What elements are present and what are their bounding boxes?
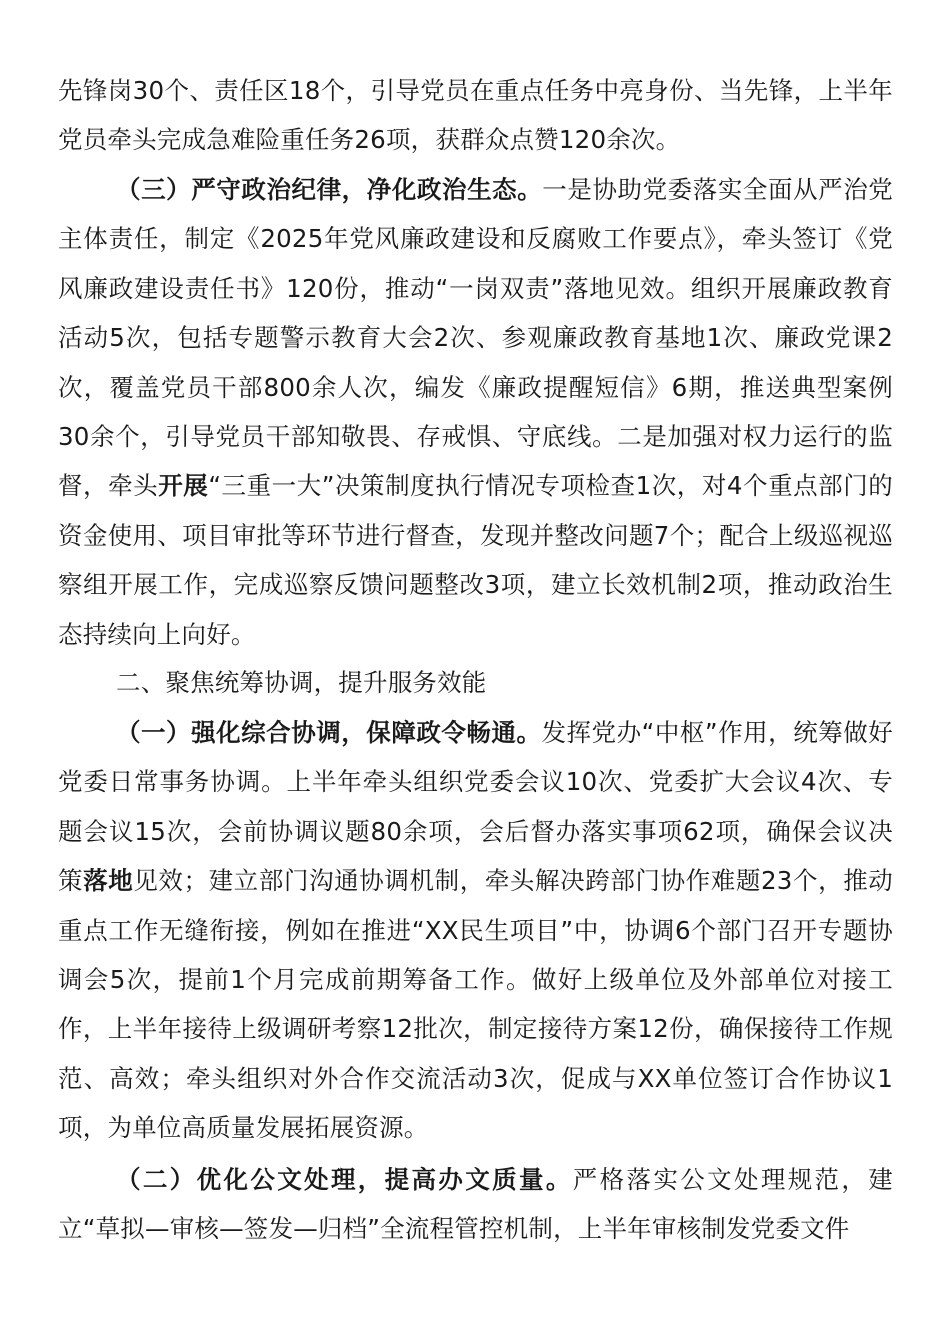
paragraph-text: 严格落实公文处理规范，建立“草拟—审核—签发—归档”全流程管控机制，上半年审核制发党委文件 [58, 1165, 893, 1244]
paragraph-text: 一是协助党委落实全面从严治党主体责任，制定《2025年党风廉政建设和反腐败工作要点》，牵头签订《党风廉政建设责任书》120份，推动“一岗双责”落地见效。组织开展廉政教育活动5次，包括专题警示教育大会2次、参观廉政教育基地1次、廉政党课2次，覆盖党员干部800余人次，编发《廉政提醒短信》6期，推送典型案例30余个，引导党员干部知敬畏、存戒惧、守底线。二是加强对权力运行的监督，牵头 [58, 175, 893, 501]
bold-text: 落地 [83, 866, 134, 896]
paragraph-text: “三重一大”决策制度执行情况专项检查1次，对4个重点部门的资金使用、项目审批等环节进行督查，发现并整改问题7个；配合上级巡视巡察组开展工作，完成巡察反馈问题整改3项，建立长效机制2项，推动政治生态持续向上向好。 [58, 471, 893, 649]
paragraph-text: 发挥党办“中枢”作用，统筹做好党委日常事务协调。上半年牵头组织党委会议10次、党委扩大会议4次、专题会议15次，会前协调议题80余项，会后督办落实事项62项，确保会议决策 [58, 718, 893, 896]
bold-text: 开展 [158, 471, 209, 501]
paragraph-comprehensive-coordination [58, 708, 893, 1153]
subheading-document-processing: （二）优化公文处理，提高办文质量。 [116, 1165, 573, 1194]
paragraph-party-vanguard: 先锋岗30个、责任区18个，引导党员在重点任务中亮身份、当先锋，上半年党员牵头完成急难险重任务26项，获群众点赞120余次。 [58, 76, 893, 155]
paragraph-text: 见效；建立部门沟通协调机制，牵头解决跨部门协作难题23个，推动重点工作无缝衔接，例如在推进“XX民生项目”中，协调6个部门召开专题协调会5次，提前1个月完成前期筹备工作。做好上级单位及外部单位对接工作，上半年接待上级调研考察12批次，制定接待方案12份，确保接待工作规范、高效；牵头组织对外合作交流活动3次，促成与XX单位签订合作协议1项，为单位高质量发展拓展资源。 [58, 866, 893, 1143]
subheading-political-discipline: （三）严守政治纪律，净化政治生态。 [116, 175, 543, 204]
section-heading-coordination: 二、聚焦统筹协调，提升服务效能 [116, 668, 487, 697]
subheading-comprehensive-coordination: （一）强化综合协调，保障政令畅通。 [116, 718, 542, 747]
paragraph-document-processing [58, 1155, 893, 1254]
paragraph-political-discipline [58, 165, 893, 659]
